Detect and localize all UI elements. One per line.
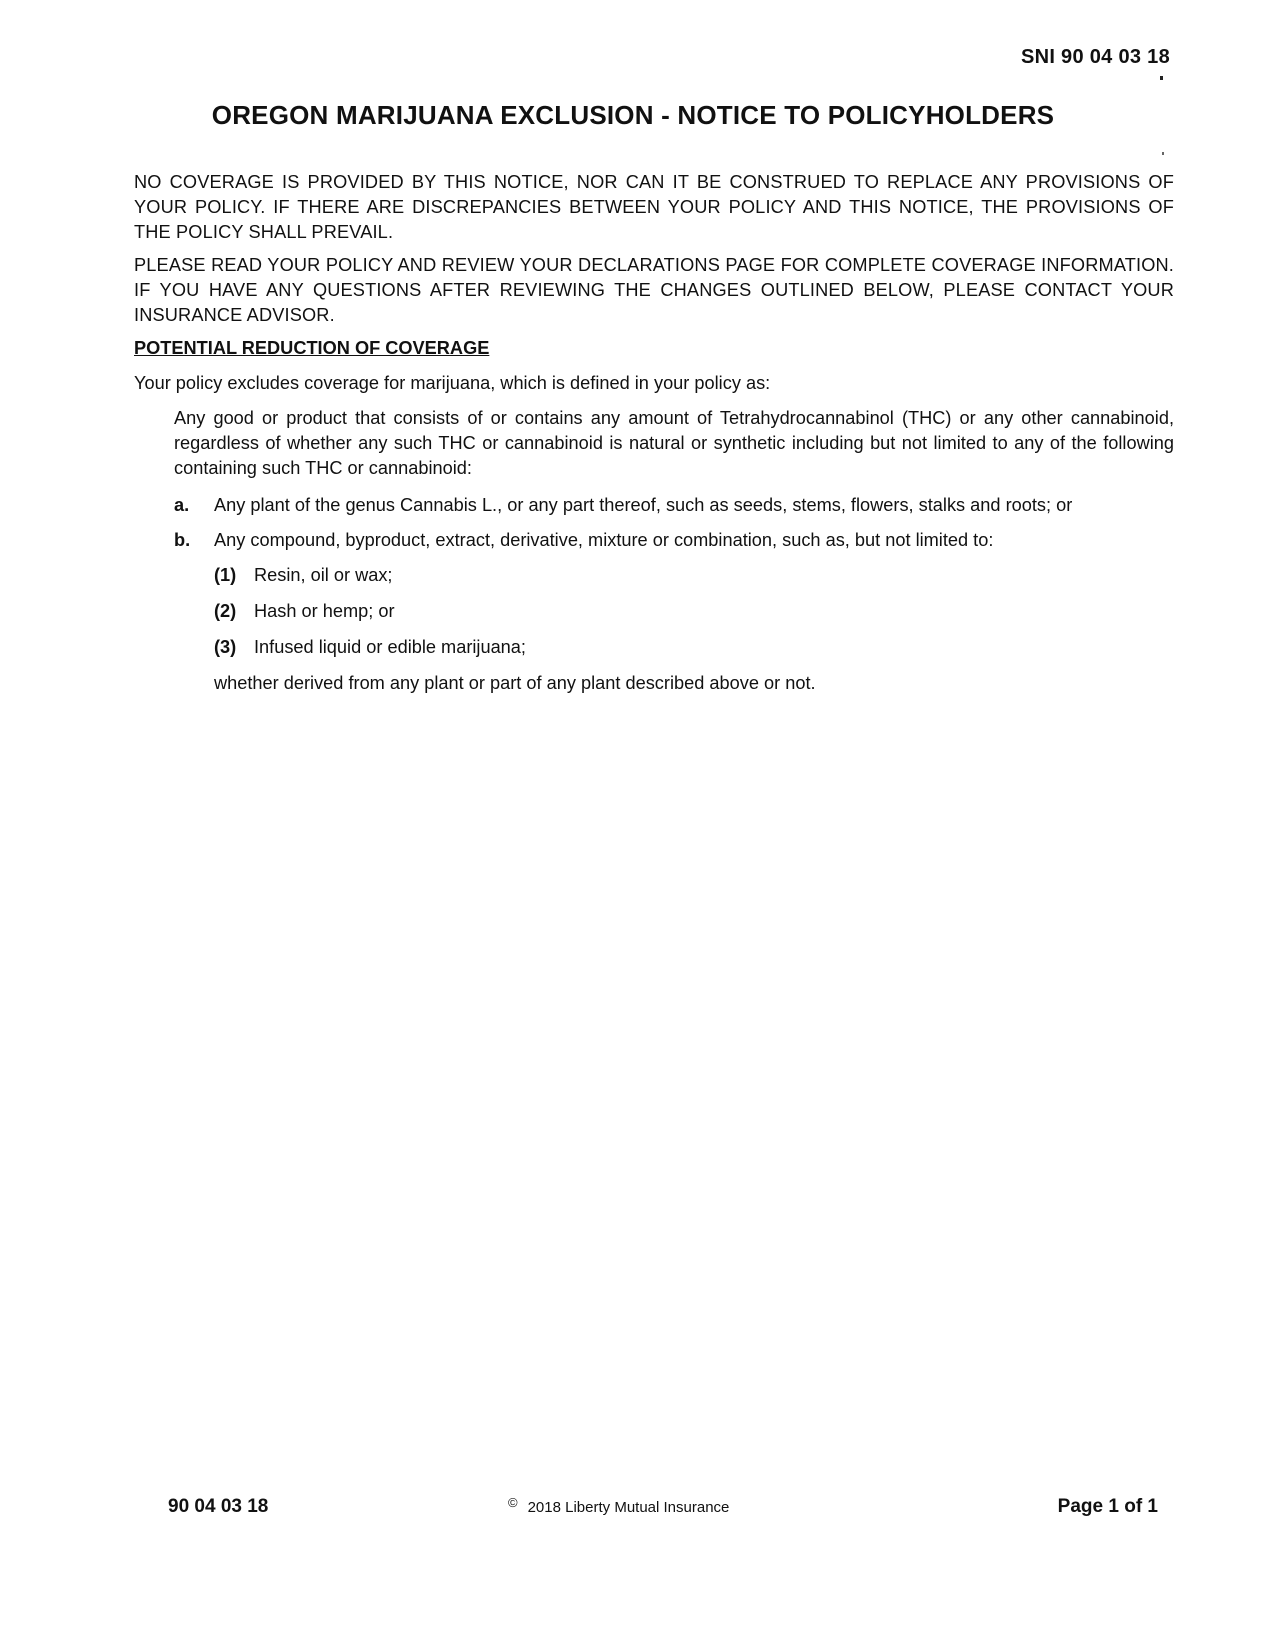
page-footer — [0, 1496, 1266, 1526]
closing-text: whether derived from any plant or part of any plant described above or not. — [214, 673, 816, 693]
section-heading: POTENTIAL REDUCTION OF COVERAGE — [134, 338, 490, 358]
page-number: Page 1 of 1 — [1057, 1496, 1158, 1517]
sub-list-item-marker: (2) — [214, 601, 237, 621]
scan-speck — [1162, 152, 1164, 155]
notice-paragraph: NO COVERAGE IS PROVIDED BY THIS NOTICE, NOR CAN IT BE CONSTRUED TO REPLACE ANY PROVISIONS OF YOUR POLICY. IF THERE ARE DISCREPANCIES BETWEEN YOUR POLICY AND THIS NOTICE, THE PROVISIONS OF THE POLICY SHALL PREVAIL. — [134, 172, 1174, 242]
sub-list-item-text: Infused liquid or edible marijuana; — [254, 637, 526, 657]
footer-copyright — [508, 1495, 730, 1516]
document-body — [134, 170, 1174, 696]
read-policy-paragraph: PLEASE READ YOUR POLICY AND REVIEW YOUR DECLARATIONS PAGE FOR COMPLETE COVERAGE INFORMATION. IF YOU HAVE ANY QUESTIONS AFTER REVIEWING THE CHANGES OUTLINED BELOW, PLEASE CONTACT YOUR INSURANCE ADVISOR. — [134, 255, 1174, 325]
list-item-text: Any compound, byproduct, extract, derivative, mixture or combination, such as, but not limited to: — [214, 530, 994, 550]
list-item-text: Any plant of the genus Cannabis L., or any part thereof, such as seeds, stems, flowers, stalks and roots; or — [214, 495, 1073, 515]
definition-paragraph: Any good or product that consists of or contains any amount of Tetrahydrocannabinol (THC) or any other cannabinoid, regardless of whether any such THC or cannabinoid is natural or synthetic including but not limited to any of the following containing such THC or cannabinoid: — [174, 408, 1174, 478]
scan-speck — [1160, 76, 1163, 80]
intro-paragraph: Your policy excludes coverage for marijuana, which is defined in your policy as: — [134, 373, 771, 393]
sub-list-item-marker: (1) — [214, 565, 237, 585]
sub-list-item — [214, 635, 1174, 660]
list-item-marker: b. — [174, 530, 191, 550]
sub-list-item — [214, 599, 1174, 624]
list-item-marker: a. — [174, 495, 190, 515]
sub-list-item-text: Hash or hemp; or — [254, 601, 395, 621]
list-item — [174, 493, 1174, 518]
copyright-text: 2018 Liberty Mutual Insurance — [527, 1499, 730, 1516]
page-title: OREGON MARIJUANA EXCLUSION - NOTICE TO POLICYHOLDERS — [211, 100, 1055, 130]
copyright-icon: © — [508, 1495, 518, 1510]
list-item — [174, 528, 1174, 553]
footer-form-number: 90 04 03 18 — [168, 1496, 269, 1517]
sub-list-item — [214, 563, 1174, 588]
sub-list-item-marker: (3) — [214, 637, 237, 657]
form-code: SNI 90 04 03 18 — [1020, 46, 1170, 68]
sub-list-item-text: Resin, oil or wax; — [254, 565, 393, 585]
